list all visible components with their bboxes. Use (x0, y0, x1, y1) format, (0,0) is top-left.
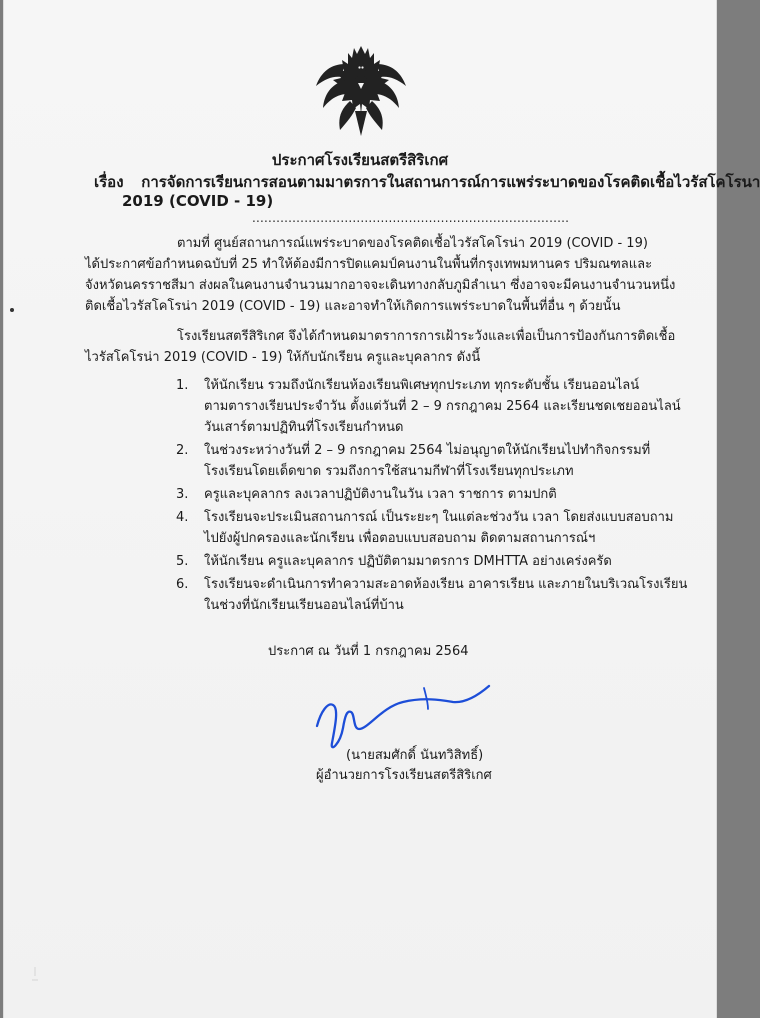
measure-item (176, 484, 644, 505)
opening-paragraph (85, 233, 676, 317)
signer-position: ผู้อำนวยการโรงเรียนสตรีสิริเกศ (316, 768, 492, 783)
scan-artifact-icon (30, 966, 40, 984)
measure-number: 3. (176, 487, 189, 502)
measure-number: 5. (176, 554, 189, 569)
measure-number: 6. (176, 577, 189, 592)
measure-text (204, 551, 644, 572)
document-page (4, 0, 760, 1018)
header-separator: ............................................................................... (252, 211, 570, 225)
paragraph-line: ได้ประกาศข้อกำหนดฉบับที่ 25 ทำให้ต้องมีการปิดแคมป์คนงานในพื้นที่กรุงเทพมหานคร ปริมณฑลและ (85, 257, 653, 272)
measure-text (204, 440, 651, 482)
measure-text (204, 507, 674, 549)
subject-continuation: 2019 (COVID - 19) (122, 192, 274, 210)
measure-line: ในช่วงที่นักเรียนเรียนออนไลน์ที่บ้าน (204, 598, 404, 613)
signature-icon (315, 672, 491, 750)
signature-block (316, 746, 586, 786)
margin-mark (10, 308, 14, 312)
measure-line: ตามตารางเรียนประจำวัน ตั้งแต่วันที่ 2 – 9 กรกฎาคม 2564 และเรียนชดเชยออนไลน์ (204, 399, 681, 414)
measure-text (204, 375, 681, 438)
measure-item (176, 507, 674, 549)
paragraph-line: ไวรัสโคโรน่า 2019 (COVID - 19) ให้กับนักเรียน ครูและบุคลากร ดังนี้ (85, 350, 481, 365)
measure-line: โรงเรียนโดยเด็ดขาด รวมถึงการใช้สนามกีฬาที่โรงเรียนทุกประเภท (204, 464, 574, 479)
measure-item (176, 375, 681, 438)
paragraph-line: โรงเรียนสตรีสิริเกศ จึงได้กำหนดมาตราการการเฝ้าระวังและเพื่อเป็นการป้องกันการติดเชื้อ (177, 329, 676, 344)
measure-line: ในช่วงระหว่างวันที่ 2 – 9 กรกฎาคม 2564 ไม่อนุญาตให้นักเรียนไปทำกิจกรรมที่ (204, 443, 651, 458)
garuda-emblem-icon (306, 38, 416, 138)
announcement-date: ประกาศ ณ วันที่ 1 กรกฎาคม 2564 (268, 644, 469, 659)
measures-list (176, 375, 688, 618)
subject-text: การจัดการเรียนการสอนตามมาตรการในสถานการณ์การแพร่ระบาดของโรคติดเชื้อไวรัสโคโรนา (141, 173, 760, 191)
subject-label: เรื่อง (94, 173, 124, 191)
document-title: ประกาศโรงเรียนสตรีสิริเกศ (271, 151, 449, 169)
measure-item (176, 551, 644, 572)
signer-name: (นายสมศักดิ์ นันทวิสิทธิ์) (346, 748, 484, 763)
paragraph-line: จังหวัดนครราชสีมา ส่งผลในคนงานจำนวนมากอาจจะเดินทางกลับภูมิลำเนา ซึ่งอาจจะมีคนงานจำนวนหนึ่ง (85, 278, 676, 293)
measure-item (176, 574, 688, 616)
measure-item (176, 440, 651, 482)
measure-line: ไปยังผู้ปกครองและนักเรียน เพื่อตอบแบบสอบถาม ติดตามสถานการณ์ฯ (204, 531, 596, 546)
measure-line: โรงเรียนจะประเมินสถานการณ์ เป็นระยะๆ ในแต่ละช่วงวัน เวลา โดยส่งแบบสอบถาม (204, 510, 674, 525)
subject-line (94, 173, 760, 191)
measure-number: 1. (176, 378, 189, 393)
measure-line: ครูและบุคลากร ลงเวลาปฏิบัติงานในวัน เวลา ราชการ ตามปกติ (204, 487, 557, 502)
paragraph-line: ตามที่ ศูนย์สถานการณ์แพร่ระบาดของโรคติดเชื้อไวรัสโคโรน่า 2019 (COVID - 19) (177, 236, 648, 251)
measure-line: วันเสาร์ตามปฏิทินที่โรงเรียนกำหนด (204, 420, 404, 435)
measure-number: 2. (176, 443, 189, 458)
measure-text (204, 574, 688, 616)
measures-paragraph (85, 326, 676, 368)
measure-line: ให้นักเรียน รวมถึงนักเรียนห้องเรียนพิเศษทุกประเภท ทุกระดับชั้น เรียนออนไลน์ (204, 378, 640, 393)
paragraph-line: ติดเชื้อไวรัสโคโรน่า 2019 (COVID - 19) และอาจทำให้เกิดการแพร่ระบาดในพื้นที่อื่น ๆ ด้วยนั้น (85, 299, 621, 314)
measure-line: ให้นักเรียน ครูและบุคลากร ปฏิบัติตามมาตรการ DMHTTA อย่างเคร่งครัด (204, 554, 612, 569)
measure-number: 4. (176, 510, 189, 525)
measure-line: โรงเรียนจะดำเนินการทำความสะอาดห้องเรียน อาคารเรียน และภายในบริเวณโรงเรียน (204, 577, 688, 592)
measure-text (204, 484, 644, 505)
